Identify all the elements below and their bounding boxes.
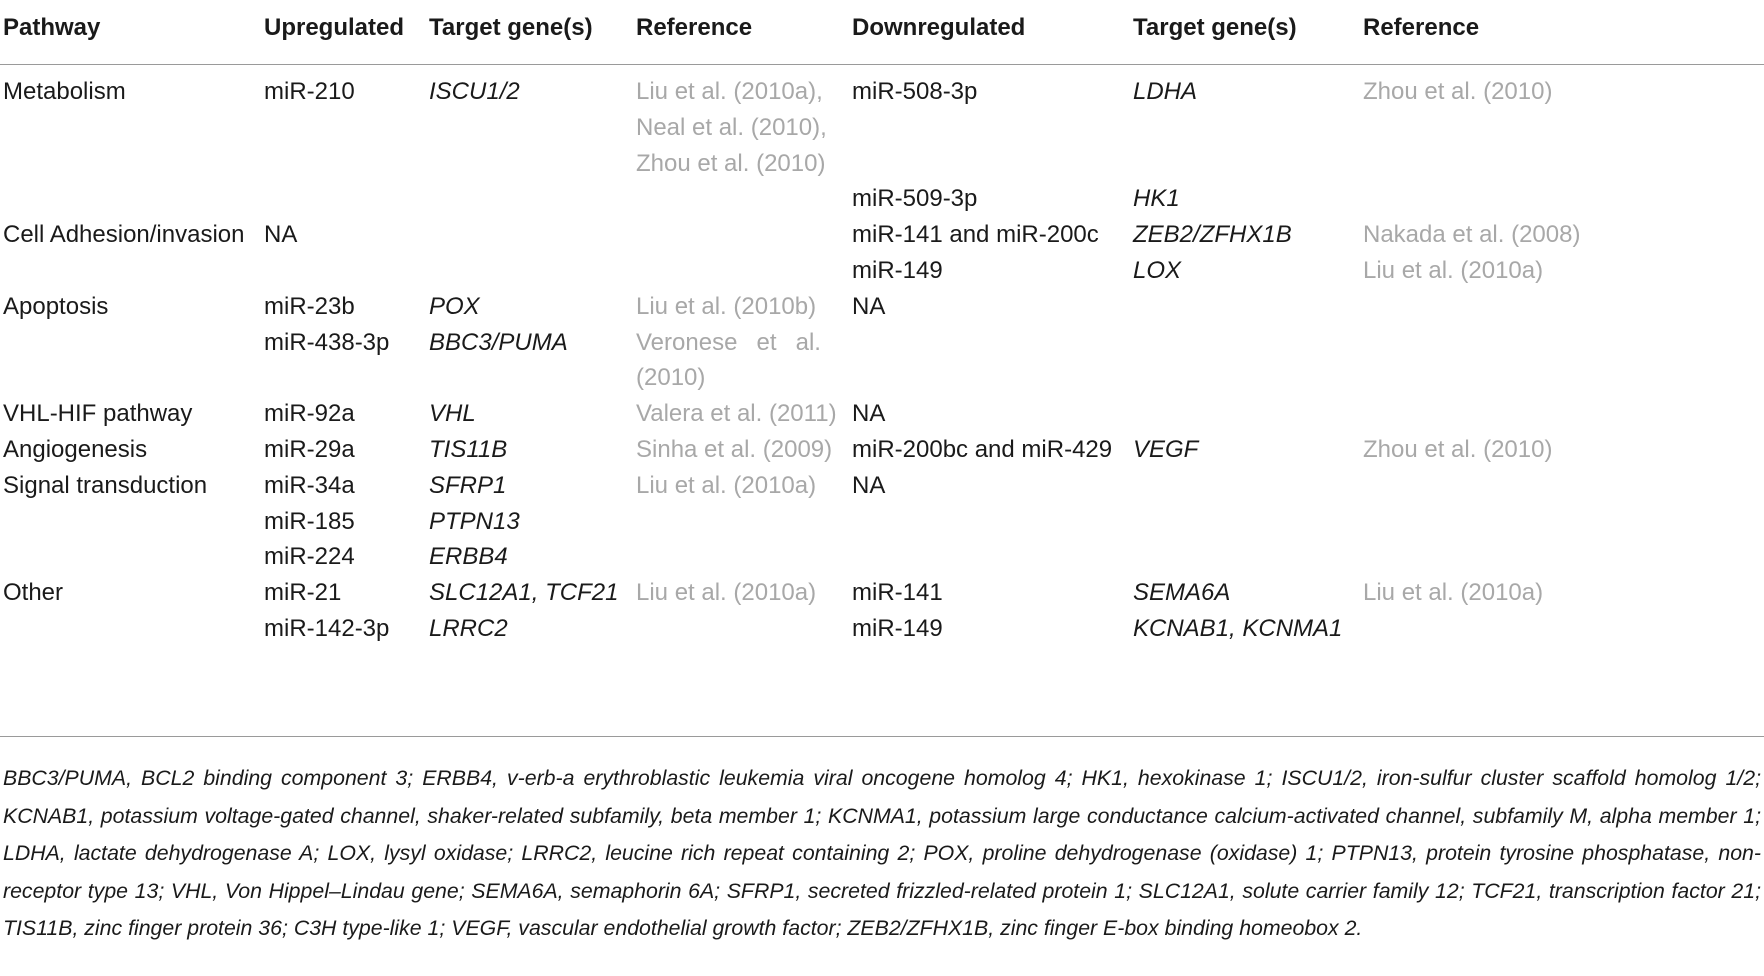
downregulated-mirna-cell: NA [852,471,886,499]
pathway-cell: Cell Adhesion/invasion [3,221,245,249]
target-gene-down-cell: KCNAB1, KCNMA1 [1133,615,1343,642]
table-row [0,72,1764,112]
target-gene-down-cell: LDHA [1133,78,1198,105]
reference-word: Veronese [636,328,738,356]
header-upregulated: Upregulated [264,14,405,41]
reference-up-cell: (2010) [636,364,706,392]
reference-up-cell: Liu et al. (2010a), [636,78,823,105]
upregulated-mirna-cell: miR-210 [264,78,355,105]
upregulated-mirna-cell: NA [264,221,298,249]
header-pathway: Pathway [3,14,101,41]
downregulated-mirna-cell: miR-149 [852,615,943,642]
downregulated-mirna-cell: miR-141 [852,579,943,607]
reference-up-cell: Zhou et al. (2010) [636,149,826,177]
downregulated-mirna-cell: NA [852,400,886,428]
pathway-cell: Other [3,579,64,607]
table-row [0,179,1764,219]
table-footnote: BBC3/PUMA, BCL2 binding component 3; ERBB4, v-erb-a erythroblastic leukemia viral oncogene homolog 4; HK1, hexokinase 1; ISCU1/2, iron-sulfur cluster scaffold homolog 1/2; KCNAB1, potassium voltage-gated channel, shaker-related subfamily, beta member 1; KCNMA1, potassium large conductance calcium-activated channel, subfamily M, alpha member 1; LDHA, lactate dehydrogenase A; LOX, lysyl oxidase; LRRC2, leucine rich repeat containing 2; POX, proline dehydrogenase (oxidase) 1; PTPN13, protein tyrosine phosphatase, non-receptor type 13; VHL, Von Hippel–Lindau gene; SEMA6A, semaphorin 6A; SFRP1, secreted frizzled-related protein 1; SLC12A1, solute carrier family 12; TCF21, transcription factor 21; TIS11B, zinc finger protein 36; C3H type-like 1; VEGF, vascular endothelial growth factor; ZEB2/ZFHX1B, zinc finger E-box binding homeobox 2. [3,766,1761,940]
reference-down-cell: Liu et al. (2010a) [1363,257,1544,284]
table-row [0,358,1764,398]
table-body [0,72,1764,720]
upregulated-mirna-cell: miR-185 [264,507,355,535]
reference-up-cell: Neal et al. (2010), [636,113,827,141]
upregulated-mirna-cell: miR-34a [264,471,355,499]
table-divider [0,736,1764,737]
downregulated-mirna-cell: miR-508-3p [852,78,978,105]
target-gene-down-cell: ZEB2/ZFHX1B [1133,221,1292,249]
upregulated-mirna-cell: miR-438-3p [264,328,390,356]
header-reference-up: Reference [636,14,753,41]
target-gene-up-cell: TIS11B [429,436,508,463]
table-row [0,430,1764,470]
reference-up-cell: Valera et al. (2011) [636,400,837,428]
target-gene-up-cell: PTPN13 [429,507,520,535]
target-gene-up-cell: SLC12A1, TCF21 [429,579,619,607]
table-row [0,108,1764,148]
table-row [0,287,1764,327]
table-row [0,215,1764,255]
table-row [0,466,1764,506]
target-gene-up-cell: VHL [429,400,476,428]
reference-up-cell: Liu et al. (2010a) [636,579,817,607]
reference-up-cell: Sinha et al. (2009) [636,436,833,463]
table-row [0,502,1764,542]
upregulated-mirna-cell: miR-92a [264,400,355,428]
header-target-genes-up: Target gene(s) [429,14,593,41]
upregulated-mirna-cell: miR-29a [264,436,355,463]
table-header [0,0,1764,65]
target-gene-up-cell: LRRC2 [429,615,508,642]
pathway-cell: Metabolism [3,78,126,105]
target-gene-down-cell: LOX [1133,257,1182,284]
pathway-cell: Apoptosis [3,292,109,320]
upregulated-mirna-cell: miR-142-3p [264,615,390,642]
pathway-cell: Signal transduction [3,471,208,499]
table-row [0,609,1764,649]
target-gene-up-cell: POX [429,292,480,320]
header-downregulated: Downregulated [852,14,1026,41]
target-gene-up-cell: SFRP1 [429,471,507,499]
downregulated-mirna-cell: miR-200bc and miR-429 [852,436,1113,463]
downregulated-mirna-cell: miR-141 and miR-200c [852,221,1099,249]
reference-word: et [756,328,777,356]
pathway-cell: Angiogenesis [3,436,148,463]
reference-down-cell: Liu et al. (2010a) [1363,579,1544,607]
target-gene-down-cell: VEGF [1133,436,1199,463]
target-gene-down-cell: HK1 [1133,185,1180,213]
header-target-genes-down: Target gene(s) [1133,14,1297,41]
target-gene-up-cell: ISCU1/2 [429,78,520,105]
target-gene-up-cell: BBC3/PUMA [429,328,568,356]
table-row [0,394,1764,434]
reference-down-cell: Zhou et al. (2010) [1363,78,1553,105]
reference-word: al. [795,328,821,356]
header-reference-down: Reference [1363,14,1480,41]
downregulated-mirna-cell: miR-149 [852,257,943,284]
table-row [0,144,1764,184]
downregulated-mirna-cell: NA [852,292,886,320]
reference-up-cell [636,323,821,363]
downregulated-mirna-cell: miR-509-3p [852,185,978,213]
target-gene-up-cell: ERBB4 [429,543,508,571]
upregulated-mirna-cell: miR-224 [264,543,355,571]
table-row [0,573,1764,613]
reference-down-cell: Zhou et al. (2010) [1363,436,1553,463]
reference-down-cell: Nakada et al. (2008) [1363,221,1581,249]
target-gene-down-cell: SEMA6A [1133,579,1231,607]
table-row [0,323,1764,363]
reference-up-cell: Liu et al. (2010a) [636,471,817,499]
reference-up-cell: Liu et al. (2010b) [636,292,817,320]
upregulated-mirna-cell: miR-21 [264,579,342,607]
table-row [0,251,1764,291]
upregulated-mirna-cell: miR-23b [264,292,355,320]
pathway-cell: VHL-HIF pathway [3,400,193,428]
table-row [0,537,1764,577]
